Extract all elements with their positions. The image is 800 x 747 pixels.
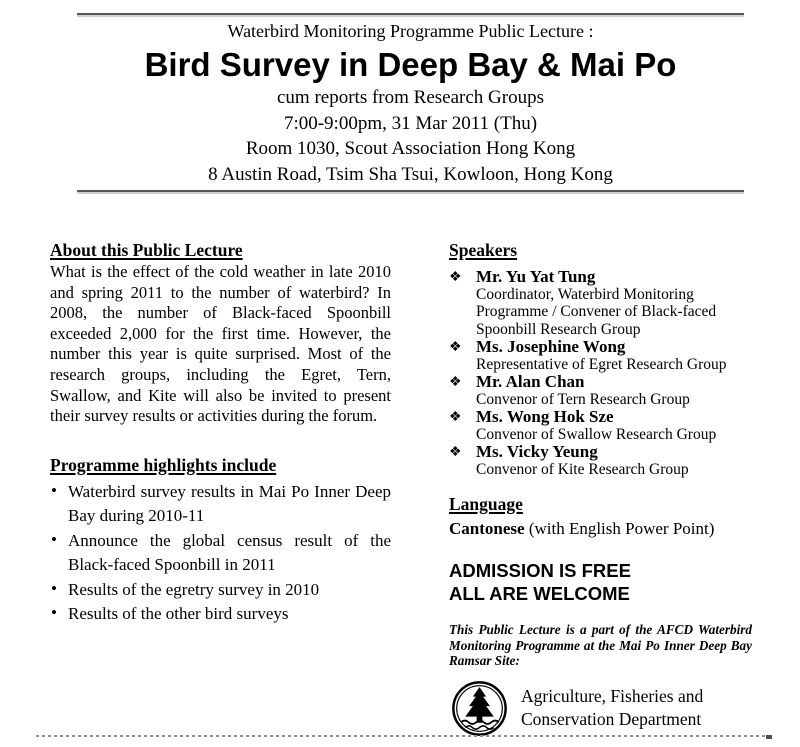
highlight-text: Announce the global census result of the Black-faced Spoonbill in 2011	[68, 530, 391, 575]
header-divider-rule	[77, 190, 744, 192]
speaker-item	[449, 373, 752, 408]
venue-line-1: Room 1030, Scout Association Hong Kong	[245, 138, 576, 159]
speaker-name: Mr. Yu Yat Tung	[476, 267, 596, 286]
lecture-series-line: Waterbird Monitoring Programme Public Lecture :	[227, 21, 594, 41]
bullet-icon: •	[51, 578, 57, 598]
bullet-icon: •	[51, 480, 57, 500]
speaker-role: Convenor of Kite Research Group	[476, 460, 689, 478]
bullet-icon: •	[51, 529, 57, 549]
diamond-bullet-icon: ❖	[449, 270, 462, 285]
language-value	[449, 518, 752, 540]
afcd-department-name: Agriculture, Fisheries and Conservation Department	[521, 686, 704, 730]
highlights-list	[50, 480, 391, 627]
language-bold: Cantonese	[449, 519, 525, 538]
page-title: Bird Survey in Deep Bay & Mai Po	[144, 46, 677, 83]
speakers-list	[449, 268, 752, 478]
speaker-item	[449, 268, 752, 338]
top-rule	[77, 13, 744, 15]
speaker-role: Convenor of Tern Research Group	[476, 390, 690, 408]
left-column	[50, 239, 391, 627]
speaker-name: Mr. Alan Chan	[476, 372, 585, 391]
speaker-name: Ms. Vicky Yeung	[476, 442, 598, 461]
about-paragraph: What is the effect of the cold weather in late 2010 and spring 2011 to the number of waterbird? In 2008, the number of Black-faced Spoonbill exceeded 2,000 for the first time. However, the number this year is quite surprised. Most of the research groups, including the Egret, Tern, Swallow, and Kite will also be invited to present their survey results or activities during the forum.	[50, 262, 391, 426]
speaker-role: Representative of Egret Research Group	[476, 355, 727, 373]
speaker-item	[449, 408, 752, 443]
speaker-role: Convenor of Swallow Research Group	[476, 425, 717, 443]
speaker-name: Ms. Josephine Wong	[476, 337, 626, 356]
highlight-text: Results of the other bird surveys	[68, 604, 289, 624]
language-heading: Language	[449, 494, 523, 514]
header	[77, 19, 744, 187]
dashed-line-end-mark	[766, 735, 772, 739]
afcd-tree-logo-icon	[451, 680, 508, 737]
datetime-line: 7:00-9:00pm, 31 Mar 2011 (Thu)	[283, 112, 538, 134]
speakers-heading: Speakers	[449, 240, 518, 260]
about-heading: About this Public Lecture	[50, 240, 243, 260]
admission-line-2: ALL ARE WELCOME	[449, 583, 630, 604]
speaker-item	[449, 443, 752, 478]
admission-block	[449, 559, 752, 605]
right-column	[449, 239, 752, 737]
diamond-bullet-icon: ❖	[449, 375, 462, 390]
diamond-bullet-icon: ❖	[449, 410, 462, 425]
speaker-role: Coordinator, Waterbird Monitoring Programme / Convener of Black-faced Spoonbill Research Group	[476, 285, 717, 338]
language-rest: (with English Power Point)	[524, 519, 715, 538]
venue-line-2: 8 Austin Road, Tsim Sha Tsui, Kowloon, Hong Kong	[208, 163, 613, 185]
highlights-heading: Programme highlights include	[50, 454, 277, 475]
highlight-text: Results of the egretry survey in 2010	[68, 579, 320, 599]
admission-line-1: ADMISSION IS FREE	[449, 560, 631, 581]
cut-here-dashed-line	[36, 735, 768, 737]
highlight-item	[50, 529, 391, 578]
speaker-item	[449, 338, 752, 373]
highlight-item	[50, 480, 391, 529]
subtitle: cum reports from Research Groups	[277, 87, 544, 108]
programme-note: This Public Lecture is a part of the AFCD Waterbird Monitoring Programme at the Mai Po Inner Deep Bay Ramsar Site:	[449, 622, 752, 669]
bullet-icon: •	[51, 603, 57, 623]
highlight-item	[50, 578, 391, 603]
highlight-item	[50, 602, 391, 627]
diamond-bullet-icon: ❖	[449, 340, 462, 355]
highlight-text: Waterbird survey results in Mai Po Inner Deep Bay during 2010-11	[68, 481, 391, 526]
speaker-name: Ms. Wong Hok Sze	[476, 407, 614, 426]
afcd-block	[449, 680, 752, 737]
diamond-bullet-icon: ❖	[449, 445, 462, 460]
